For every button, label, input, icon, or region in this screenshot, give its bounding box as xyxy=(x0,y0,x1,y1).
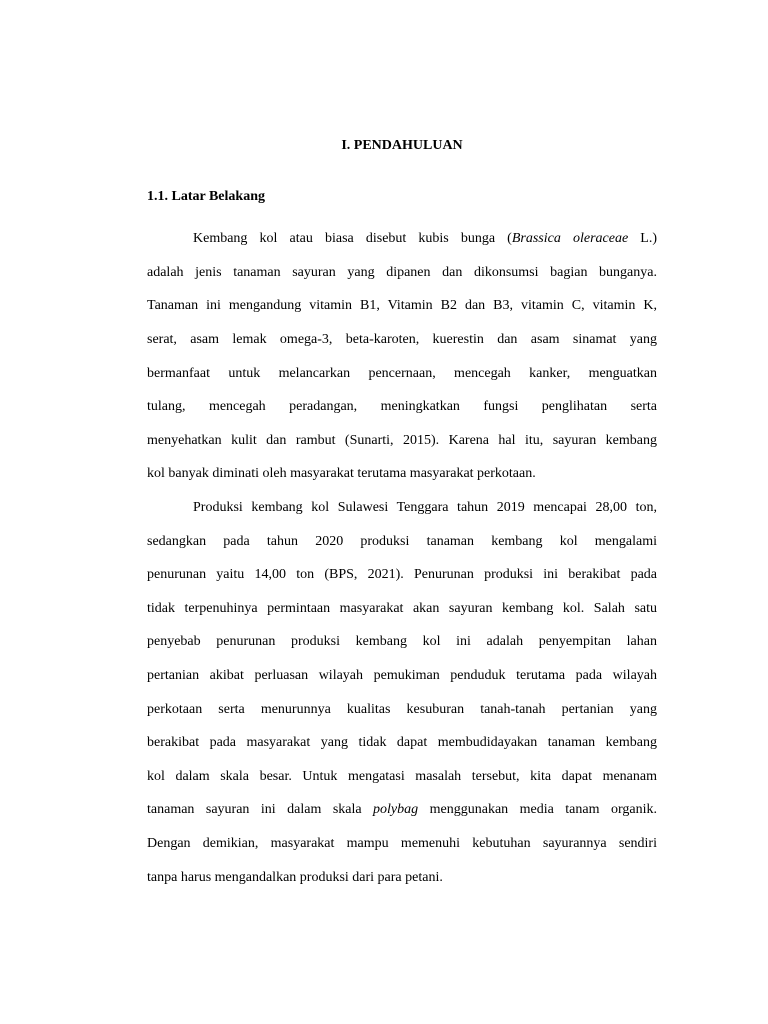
text-run: Kembang kol atau biasa disebut kubis bunga ( xyxy=(193,231,512,246)
text-run: tanaman sayuran ini dalam skala xyxy=(147,802,374,817)
section-heading: 1.1. Latar Belakang xyxy=(147,189,265,204)
chapter-title: I. PENDAHULUAN xyxy=(341,138,463,153)
paragraph-1-line-4: serat, asam lemak omega-3, beta-karoten, kuerestin dan asam sinamat yang xyxy=(147,332,657,347)
italic-term: polybag xyxy=(373,802,419,817)
paragraph-2-line-1: Produksi kembang kol Sulawesi Tenggara tahun 2019 mencapai 28,00 ton, xyxy=(193,500,657,515)
scientific-name: Brassica oleraceae xyxy=(511,231,629,246)
paragraph-1-line-8: kol banyak diminati oleh masyarakat terutama masyarakat perkotaan. xyxy=(147,466,536,481)
paragraph-2-line-2: sedangkan pada tahun 2020 produksi tanaman kembang kol mengalami xyxy=(147,534,657,549)
paragraph-1-line-7: menyehatkan kulit dan rambut (Sunarti, 2015). Karena hal itu, sayuran kembang xyxy=(147,433,657,448)
paragraph-2-line-3: penurunan yaitu 14,00 ton (BPS, 2021). Penurunan produksi ini berakibat pada xyxy=(147,567,657,582)
paragraph-2-line-7: perkotaan serta menurunnya kualitas kesuburan tanah-tanah pertanian yang xyxy=(147,702,657,717)
paragraph-2-line-5: penyebab penurunan produksi kembang kol ini adalah penyempitan lahan xyxy=(147,634,657,649)
paragraph-1-line-5: bermanfaat untuk melancarkan pencernaan, mencegah kanker, menguatkan xyxy=(147,366,657,381)
paragraph-1-line-1 xyxy=(193,230,657,248)
paragraph-2-line-8: berakibat pada masyarakat yang tidak dapat membudidayakan tanaman kembang xyxy=(147,735,657,750)
paragraph-2-line-6: pertanian akibat perluasan wilayah pemukiman penduduk terutama pada wilayah xyxy=(147,668,657,683)
paragraph-1-line-3: Tanaman ini mengandung vitamin B1, Vitamin B2 dan B3, vitamin C, vitamin K, xyxy=(147,298,657,313)
text-run: L.) xyxy=(628,231,657,246)
text-run: menggunakan media tanam organik. xyxy=(418,802,657,817)
paragraph-2-line-9: kol dalam skala besar. Untuk mengatasi masalah tersebut, kita dapat menanam xyxy=(147,769,657,784)
paragraph-2-line-11: Dengan demikian, masyarakat mampu memenuhi kebutuhan sayurannya sendiri xyxy=(147,836,657,851)
paragraph-2-line-4: tidak terpenuhinya permintaan masyarakat akan sayuran kembang kol. Salah satu xyxy=(147,601,657,616)
paragraph-1-line-2: adalah jenis tanaman sayuran yang dipanen dan dikonsumsi bagian bunganya. xyxy=(147,265,657,280)
paragraph-2-line-12: tanpa harus mengandalkan produksi dari para petani. xyxy=(147,870,443,885)
paragraph-1-line-6: tulang, mencegah peradangan, meningkatkan fungsi penglihatan serta xyxy=(147,399,657,414)
paragraph-2-line-10 xyxy=(147,801,657,819)
